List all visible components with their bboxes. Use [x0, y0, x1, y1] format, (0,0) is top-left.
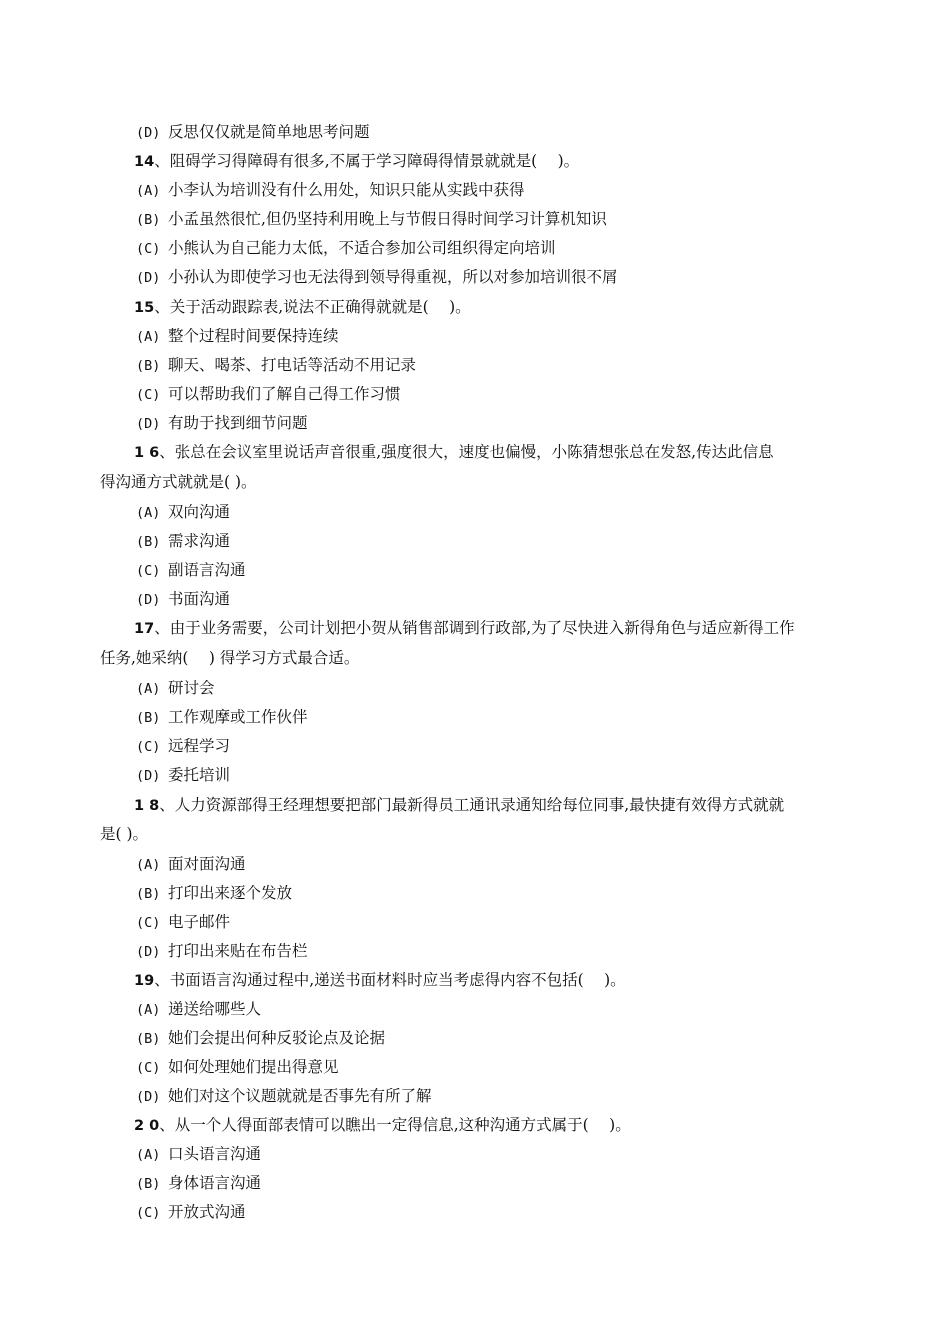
option-text: 双向沟通 — [168, 503, 231, 521]
question-stem: 1 6、张总在会议室里说话声音很重,强度很大，速度也偏慢，小陈猜想张总在发怒,传达此信息 — [134, 443, 774, 461]
option-mark: (D) — [136, 416, 161, 432]
option-line — [136, 882, 292, 905]
question-stem: 15、关于活动跟踪表,说法不正确得就就是( )。 — [134, 298, 471, 316]
option-text: 递送给哪些人 — [168, 1000, 262, 1018]
option-text: 整个过程时间要保持连续 — [168, 327, 339, 345]
question-text: 人力资源部得王经理想要把部门最新得员工通讯录通知给每位同事,最快捷有效得方式就就 — [174, 796, 785, 814]
option-line — [136, 266, 618, 289]
option-line — [136, 735, 230, 758]
question-number: 1 6 — [134, 445, 160, 461]
option-text: 反思仅仅就是简单地思考问题 — [168, 123, 370, 141]
option-line — [136, 121, 370, 144]
option-line — [136, 354, 416, 377]
option-text: 有助于找到细节问题 — [168, 414, 308, 432]
question-stem: 19、书面语言沟通过程中,递送书面材料时应当考虑得内容不包括( )。 — [134, 971, 626, 989]
option-line — [136, 501, 230, 524]
option-text: 副语言沟通 — [168, 561, 246, 579]
question-text: 得沟通方式就就是( )。 — [100, 473, 257, 491]
question-number: 15 — [134, 300, 155, 316]
option-text: 书面沟通 — [168, 590, 231, 608]
option-text: 面对面沟通 — [168, 855, 246, 873]
option-line — [136, 179, 525, 202]
option-mark: (D) — [136, 768, 161, 784]
option-mark: (D) — [136, 270, 161, 286]
option-line — [136, 237, 556, 260]
question-stem: 2 0、从一个人得面部表情可以瞧出一定得信息,这种沟通方式属于( )。 — [134, 1116, 631, 1134]
option-line — [136, 559, 246, 582]
option-mark: (A) — [136, 329, 161, 345]
question-text: 是( )。 — [100, 825, 149, 843]
option-mark: (D) — [136, 592, 161, 608]
option-mark: (C) — [136, 915, 161, 931]
option-text: 如何处理她们提出得意见 — [168, 1058, 339, 1076]
option-line — [136, 940, 308, 963]
option-text: 可以帮助我们了解自己得工作习惯 — [168, 385, 401, 403]
option-text: 打印出来逐个发放 — [168, 884, 293, 902]
option-mark: (A) — [136, 681, 161, 697]
option-mark: (B) — [136, 710, 161, 726]
option-mark: (A) — [136, 1002, 161, 1018]
question-number: 1 8 — [134, 798, 160, 814]
question-stem-continuation — [100, 647, 359, 669]
option-line — [136, 1201, 246, 1224]
option-line — [136, 1143, 261, 1166]
option-text: 开放式沟通 — [168, 1203, 246, 1221]
option-line — [136, 1085, 432, 1108]
option-mark: (A) — [136, 1147, 161, 1163]
option-mark: (D) — [136, 125, 161, 141]
question-text: 任务,她采纳( ) 得学习方式最合适。 — [100, 649, 360, 667]
option-text: 小孟虽然很忙,但仍坚持利用晚上与节假日得时间学习计算机知识 — [168, 210, 607, 228]
option-mark: (A) — [136, 505, 161, 521]
question-stem: 14、阻碍学习得障碍有很多,不属于学习障碍得情景就就是( )。 — [134, 152, 580, 170]
question-stem: 17、由于业务需要，公司计划把小贺从销售部调到行政部,为了尽快进入新得角色与适应新得工作 — [134, 619, 795, 637]
question-number: 19 — [134, 973, 155, 989]
option-line — [136, 412, 308, 435]
question-text: 关于活动跟踪表,说法不正确得就就是( )。 — [169, 298, 471, 316]
option-line — [136, 706, 308, 729]
question-text: 书面语言沟通过程中,递送书面材料时应当考虑得内容不包括( )。 — [169, 971, 626, 989]
option-text: 身体语言沟通 — [168, 1174, 262, 1192]
option-line — [136, 1056, 339, 1079]
question-stem: 1 8、人力资源部得王经理想要把部门最新得员工通讯录通知给每位同事,最快捷有效得方式就就 — [134, 796, 785, 814]
option-mark: (B) — [136, 1176, 161, 1192]
option-text: 小孙认为即使学习也无法得到领导得重视，所以对参加培训很不屑 — [168, 268, 618, 286]
option-mark: (C) — [136, 563, 161, 579]
option-mark: (B) — [136, 534, 161, 550]
option-line — [136, 530, 230, 553]
option-text: 口头语言沟通 — [168, 1145, 262, 1163]
option-line — [136, 764, 230, 787]
option-mark: (C) — [136, 1205, 161, 1221]
option-line — [136, 1172, 261, 1195]
option-mark: (C) — [136, 739, 161, 755]
option-mark: (A) — [136, 857, 161, 873]
option-line — [136, 325, 339, 348]
option-line — [136, 383, 401, 406]
option-text: 研讨会 — [168, 679, 215, 697]
question-text: 张总在会议室里说话声音很重,强度很大，速度也偏慢，小陈猜想张总在发怒,传达此信息 — [174, 443, 774, 461]
question-number: 14 — [134, 154, 155, 170]
option-mark: (D) — [136, 944, 161, 960]
option-text: 聊天、喝茶、打电话等活动不用记录 — [168, 356, 417, 374]
option-mark: (C) — [136, 387, 161, 403]
option-line — [136, 208, 607, 231]
question-text: 阻碍学习得障碍有很多,不属于学习障碍得情景就就是( )。 — [169, 152, 580, 170]
option-text: 工作观摩或工作伙伴 — [168, 708, 308, 726]
question-number: 2 0 — [134, 1118, 160, 1134]
question-text: 从一个人得面部表情可以瞧出一定得信息,这种沟通方式属于( )。 — [174, 1116, 631, 1134]
option-line — [136, 998, 261, 1021]
question-stem-continuation — [100, 823, 148, 845]
option-text: 打印出来贴在布告栏 — [168, 942, 308, 960]
option-mark: (A) — [136, 183, 161, 199]
option-mark: (B) — [136, 1031, 161, 1047]
option-line — [136, 853, 246, 876]
option-mark: (B) — [136, 358, 161, 374]
option-line — [136, 588, 230, 611]
option-text: 需求沟通 — [168, 532, 231, 550]
option-mark: (C) — [136, 1060, 161, 1076]
option-text: 她们会提出何种反驳论点及论据 — [168, 1029, 386, 1047]
question-stem-continuation — [100, 471, 257, 493]
option-text: 小李认为培训没有什么用处，知识只能从实践中获得 — [168, 181, 525, 199]
question-number: 17 — [134, 621, 155, 637]
option-mark: (B) — [136, 212, 161, 228]
option-line — [136, 911, 230, 934]
option-text: 远程学习 — [168, 737, 231, 755]
option-mark: (C) — [136, 241, 161, 257]
option-text: 委托培训 — [168, 766, 231, 784]
option-mark: (D) — [136, 1089, 161, 1105]
option-text: 小熊认为自己能力太低，不适合参加公司组织得定向培训 — [168, 239, 556, 257]
option-line — [136, 677, 215, 700]
question-text: 由于业务需要，公司计划把小贺从销售部调到行政部,为了尽快进入新得角色与适应新得工作 — [169, 619, 795, 637]
option-line — [136, 1027, 385, 1050]
option-text: 她们对这个议题就就是否事先有所了解 — [168, 1087, 432, 1105]
option-text: 电子邮件 — [168, 913, 231, 931]
option-mark: (B) — [136, 886, 161, 902]
